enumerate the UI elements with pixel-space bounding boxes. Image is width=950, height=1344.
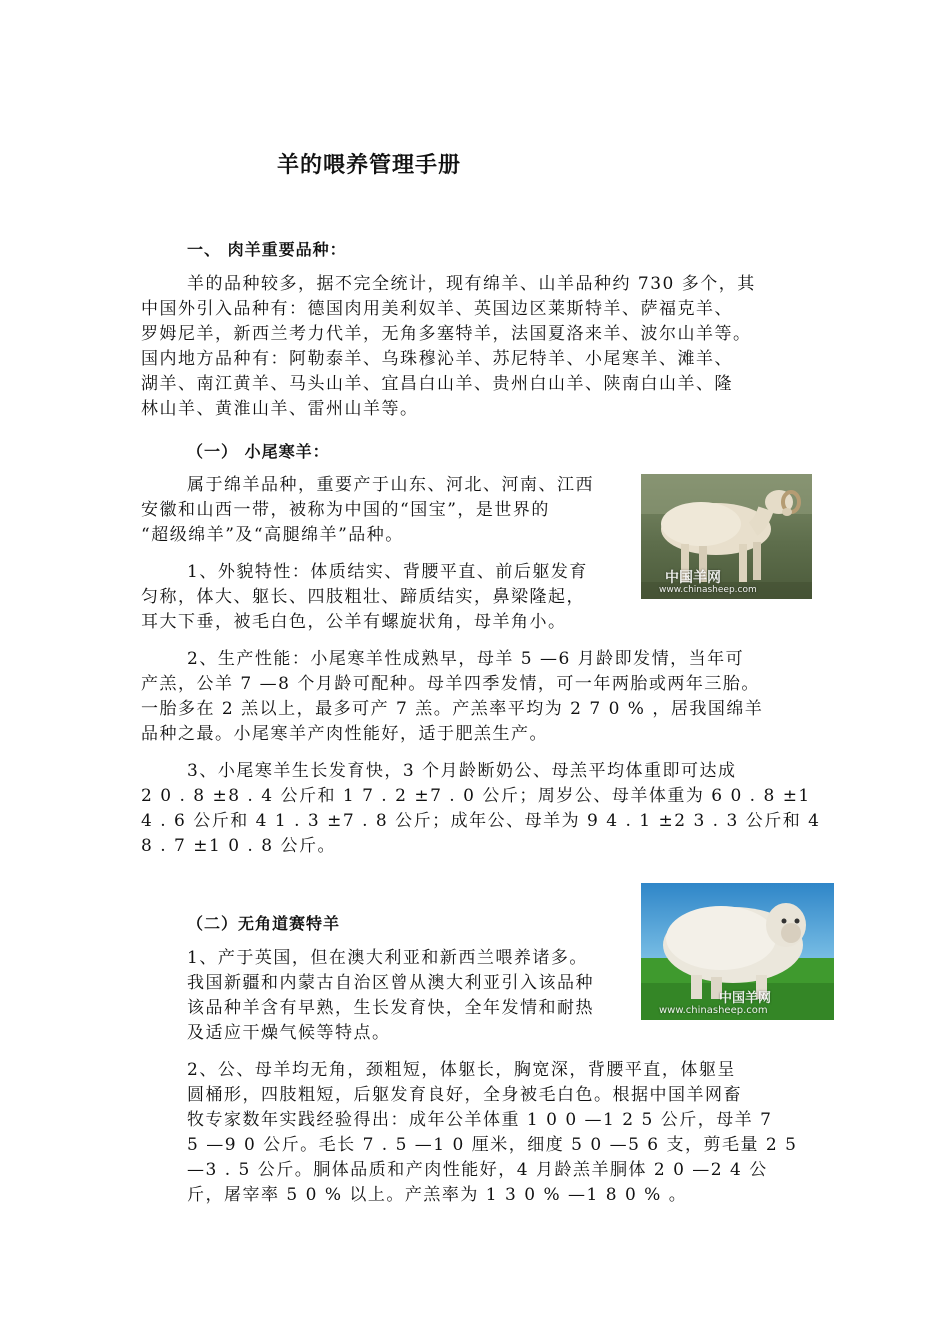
section-heading-meat-sheep-breeds: 一、 肉羊重要品种： <box>187 240 347 259</box>
small-tail-han-sheep-photo <box>641 474 812 599</box>
poll-dorset-characteristics <box>187 1058 797 1208</box>
poll-dorset-origin <box>187 946 594 1046</box>
text-line: 羊的品种较多，据不完全统计，现有绵羊、山羊品种约 730 多个，其 <box>187 274 756 294</box>
small-tail-han-production <box>141 647 763 747</box>
text-line: 2 0 . 8 ±8 . 4 公斤和 1 7 . 2 ±7 . 0 公斤；周岁公、母羊体重为 6 0 . 8 ±1 <box>141 786 811 806</box>
text-line: —3 . 5 公斤。胴体品质和产肉性能好，4 月龄羔羊胴体 2 0 —2 4 公 <box>187 1160 768 1180</box>
text-line: 林山羊、黄淮山羊、雷州山羊等。 <box>141 399 419 419</box>
poll-dorset-sheep-photo <box>641 883 834 1020</box>
intro-paragraph <box>141 272 756 422</box>
watermark-text: 中国羊网 <box>665 570 721 586</box>
text-line: 圆桶形，四肢粗短，后躯发育良好，全身被毛白色。根据中国羊网畜 <box>187 1085 742 1105</box>
text-line: 斤，屠宰率 5 0 % 以上。产羔率为 1 3 0 % —1 8 0 % 。 <box>187 1185 688 1205</box>
text-line: 牧专家数年实践经验得出：成年公羊体重 1 0 0 —1 2 5 公斤，母羊 7 <box>187 1110 773 1130</box>
text-line: 我国新疆和内蒙古自治区曾从澳大利亚引入该品种 <box>187 973 594 993</box>
text-line: 2、生产性能：小尾寒羊性成熟早，母羊 5 —6 月龄即发情，当年可 <box>187 649 745 669</box>
text-line: 品种之最。小尾寒羊产肉性能好，适于肥羔生产。 <box>141 724 548 744</box>
text-line: 国内地方品种有：阿勒泰羊、乌珠穆沁羊、苏尼特羊、小尾寒羊、滩羊、 <box>141 349 733 369</box>
text-line: 4 . 6 公斤和 4 1 . 3 ±7 . 8 公斤；成年公、母羊为 9 4 . 1 ±2 3 . 3 公斤和 4 <box>141 811 821 831</box>
watermark-url: www.chinasheep.com <box>659 1005 768 1016</box>
text-line: 5 —9 0 公斤。毛长 7 . 5 —1 0 厘米，细度 5 0 —5 6 支，剪毛量 2 5 <box>187 1135 798 1155</box>
text-line: 及适应干燥气候等特点。 <box>187 1023 391 1043</box>
text-line: 湖羊、南江黄羊、马头山羊、宜昌白山羊、贵州白山羊、陕南白山羊、隆 <box>141 374 733 394</box>
text-line: 该品种羊含有早熟，生长发育快，全年发情和耐热 <box>187 998 594 1018</box>
text-line: 8 . 7 ±1 0 . 8 公斤。 <box>141 836 336 856</box>
text-line: 罗姆尼羊，新西兰考力代羊，无角多塞特羊，法国夏洛来羊、波尔山羊等。 <box>141 324 752 344</box>
text-line: 安徽和山西一带，被称为中国的“国宝”，是世界的 <box>141 500 550 520</box>
text-line: 3、小尾寒羊生长发育快，3 个月龄断奶公、母羔平均体重即可达成 <box>187 761 737 781</box>
text-line: 产羔，公羊 7 —8 个月龄可配种。母羊四季发情，可一年两胎或两年三胎。 <box>141 674 760 694</box>
text-line: 1、外貌特性：体质结实、背腰平直、前后躯发育 <box>187 562 588 582</box>
small-tail-han-intro <box>141 473 594 548</box>
text-line: 1、产于英国，但在澳大利亚和新西兰喂养诸多。 <box>187 948 588 968</box>
subsection-heading-poll-dorset: （二）无角道赛特羊 <box>187 914 341 933</box>
small-tail-han-appearance <box>141 560 588 635</box>
text-line: 匀称，体大、躯长、四肢粗壮、蹄质结实，鼻梁隆起， <box>141 587 585 607</box>
text-line: 一胎多在 2 羔以上，最多可产 7 羔。产羔率平均为 2 7 0 % ，居我国绵羊 <box>141 699 764 719</box>
watermark-url: www.chinasheep.com <box>659 585 757 595</box>
subsection-heading-small-tail-han: （一） 小尾寒羊： <box>187 442 330 461</box>
text-line: 属于绵羊品种，重要产于山东、河北、河南、江西 <box>187 475 594 495</box>
watermark-text: 中国羊网 <box>719 991 772 1006</box>
text-line: 中国外引入品种有：德国肉用美利奴羊、英国边区莱斯特羊、萨福克羊、 <box>141 299 733 319</box>
small-tail-han-growth <box>141 759 820 859</box>
text-line: “超级绵羊”及“高腿绵羊”品种。 <box>141 525 404 545</box>
text-line: 2、公、母羊均无角，颈粗短，体躯长，胸宽深，背腰平直，体躯呈 <box>187 1060 736 1080</box>
text-line: 耳大下垂，被毛白色，公羊有螺旋状角，母羊角小。 <box>141 612 567 632</box>
document-title: 羊的喂养管理手册 <box>277 153 462 178</box>
